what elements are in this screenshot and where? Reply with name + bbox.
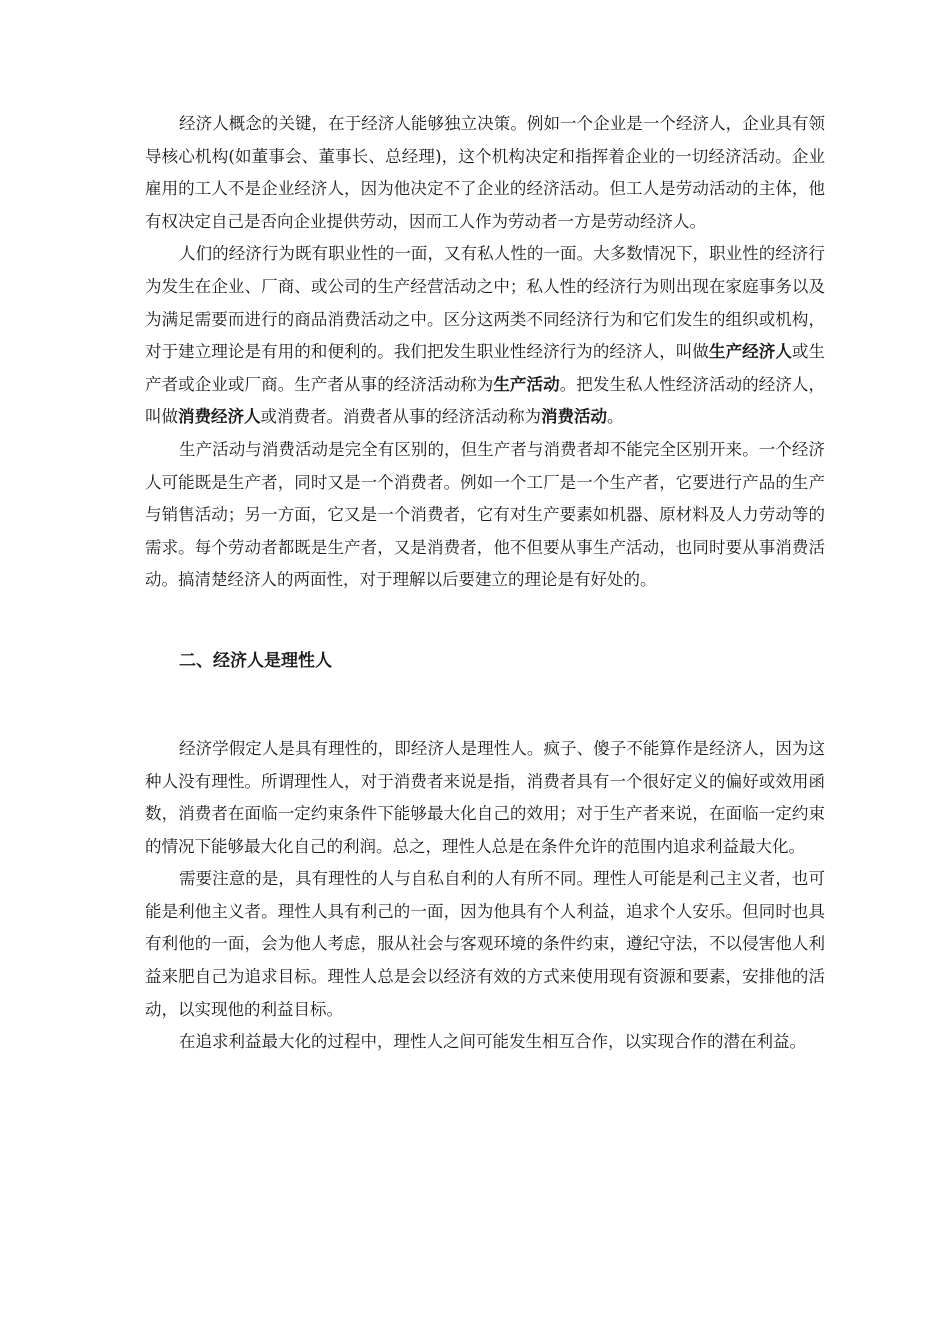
text-run: 或生产者或企业或厂商。生产者从事的经济活动称为 (145, 342, 826, 394)
term-producer-economic-man: 生产经济人 (708, 342, 792, 362)
term-production-activity: 生产活动 (493, 374, 560, 394)
text-run: 或消费者。消费者从事的经济活动称为 (260, 407, 541, 427)
section-heading: 二、经济人是理性人 (179, 650, 332, 671)
text-run: 人们的经济行为既有职业性的一面，又有私人性的一面。大多数情况下，职业性的经济行为发生在企业、厂商、或公司的生产经营活动之中；私人性的经济行为则出现在家庭事务以及为满足需要而进行的商品消费活动之中。区分这两类不同经济行为和它们发生的组织或机构，对于建立理论是有用的和便利的。我们把发生职业性经济行为的经济人，叫做 (145, 244, 825, 362)
paragraph-rational-vs-selfish: 需要注意的是，具有理性的人与自私自利的人有所不同。理性人可能是利己主义者，也可能是利他主义者。理性人具有利己的一面，因为他具有个人利益，追求个人安乐。但同时也具有利他的一面，会为他人考虑，服从社会与客观环境的条件约束，遵纪守法，不以侵害他人利益来肥自己为追求目标。理性人总是会以经济有效的方式来使用现有资源和要素，安排他的活动，以实现他的利益目标。 (145, 869, 825, 1019)
spacer (145, 677, 825, 733)
text-run: 。把发生私人性经济活动的经济人，叫做 (145, 374, 826, 427)
paragraph-producer-consumer (145, 238, 825, 434)
document-page (145, 108, 825, 1059)
paragraph-cooperation: 在追求利益最大化的过程中，理性人之间可能发生相互合作，以实现合作的潜在利益。 (179, 1032, 806, 1052)
paragraph-economic-man-key: 经济人概念的关键，在于经济人能够独立决策。例如一个企业是一个经济人，企业具有领导核心机构(如董事会、董事长、总经理)，这个机构决定和指挥着企业的一切经济活动。企业雇用的工人不是企业经济人，因为他决定不了企业的经济活动。但工人是劳动活动的主体，他有权决定自己是否向企业提供劳动，因而工人作为劳动者一方是劳动经济人。 (145, 114, 825, 231)
text-run: 。 (607, 407, 624, 427)
paragraph-dual-nature: 生产活动与消费活动是完全有区别的，但生产者与消费者却不能完全区别开来。一个经济人可能既是生产者，同时又是一个消费者。例如一个工厂是一个生产者，它要进行产品的生产与销售活动；另一方面，它又是一个消费者，它有对生产要素如机器、原材料及人力劳动等的需求。每个劳动者都既是生产者，又是消费者，他不但要从事生产活动，也同时要从事消费活动。搞清楚经济人的两面性，对于理解以后要建立的理论是有好处的。 (145, 439, 825, 590)
term-consumption-activity: 消费活动 (541, 407, 607, 427)
paragraph-rational-man: 经济学假定人是具有理性的，即经济人是理性人。疯子、傻子不能算作是经济人，因为这种人没有理性。所谓理性人，对于消费者来说是指，消费者具有一个很好定义的偏好或效用函数，消费者在面临一定约束条件下能够最大化自己的效用；对于生产者来说，在面临一定约束的情况下能够最大化自己的利润。总之，理性人总是在条件允许的范围内追求利益最大化。 (145, 738, 825, 856)
term-consumer-economic-man: 消费经济人 (178, 407, 261, 427)
